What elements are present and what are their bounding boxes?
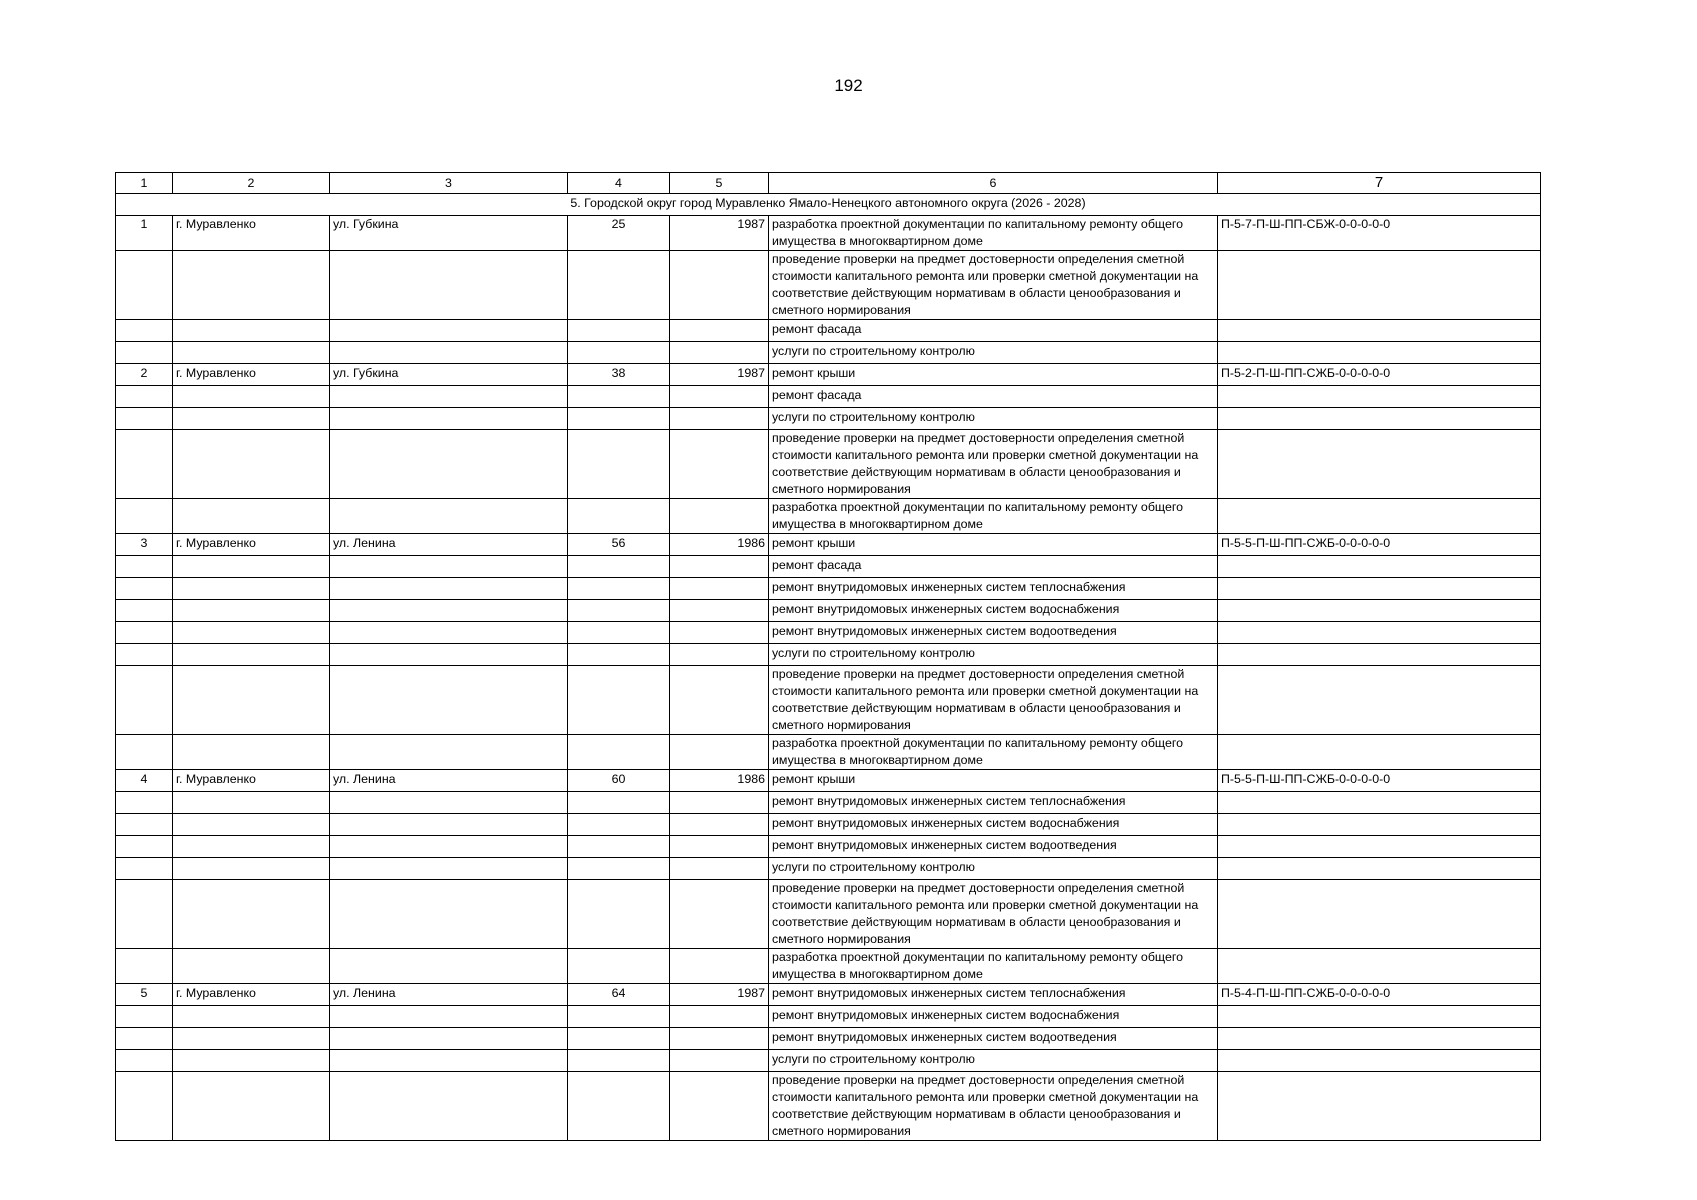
city-cell [173, 556, 330, 578]
house-number-cell [568, 320, 670, 342]
city-cell [173, 251, 330, 320]
city-cell [173, 1072, 330, 1141]
row-number [116, 792, 173, 814]
street-cell [330, 408, 568, 430]
row-number: 1 [116, 216, 173, 251]
project-code-cell [1218, 1050, 1541, 1072]
project-code-cell: П-5-5-П-Ш-ПП-СЖБ-0-0-0-0-0 [1218, 534, 1541, 556]
street-cell [330, 578, 568, 600]
street-cell: ул. Губкина [330, 364, 568, 386]
work-type-cell: услуги по строительному контролю [769, 1050, 1218, 1072]
project-code-cell: П-5-5-П-Ш-ПП-СЖБ-0-0-0-0-0 [1218, 770, 1541, 792]
row-number [116, 408, 173, 430]
column-header-4: 4 [568, 173, 670, 194]
work-type-cell: услуги по строительному контролю [769, 644, 1218, 666]
project-code-cell: П-5-4-П-Ш-ПП-СЖБ-0-0-0-0-0 [1218, 984, 1541, 1006]
table-row [116, 342, 1541, 364]
project-code-cell: П-5-2-П-Ш-ПП-СЖБ-0-0-0-0-0 [1218, 364, 1541, 386]
house-number-cell [568, 1072, 670, 1141]
row-number [116, 1006, 173, 1028]
house-number-cell: 64 [568, 984, 670, 1006]
street-cell [330, 556, 568, 578]
street-cell [330, 342, 568, 364]
work-type-cell: ремонт внутридомовых инженерных систем теплоснабжения [769, 984, 1218, 1006]
street-cell [330, 949, 568, 984]
project-code-cell [1218, 644, 1541, 666]
work-type-cell: ремонт внутридомовых инженерных систем водоотведения [769, 1028, 1218, 1050]
year-cell [670, 430, 769, 499]
table-row [116, 1050, 1541, 1072]
year-cell: 1987 [670, 984, 769, 1006]
year-cell [670, 1006, 769, 1028]
year-cell: 1986 [670, 534, 769, 556]
row-number [116, 578, 173, 600]
year-cell: 1987 [670, 364, 769, 386]
row-number [116, 858, 173, 880]
work-type-cell: проведение проверки на предмет достоверности определения сметной стоимости капитального ремонта или проверки сметной документации на соответствие действующим нормативам в области ценообразования и сметного нормирования [769, 1072, 1218, 1141]
city-cell [173, 814, 330, 836]
year-cell [670, 600, 769, 622]
project-code-cell [1218, 430, 1541, 499]
street-cell [330, 320, 568, 342]
row-number [116, 949, 173, 984]
year-cell [670, 858, 769, 880]
year-cell [670, 251, 769, 320]
project-code-cell [1218, 1006, 1541, 1028]
work-type-cell: ремонт фасада [769, 556, 1218, 578]
row-number [116, 1072, 173, 1141]
house-number-cell [568, 858, 670, 880]
work-type-cell: разработка проектной документации по капитальному ремонту общего имущества в многоквартирном доме [769, 949, 1218, 984]
street-cell [330, 251, 568, 320]
work-type-cell: услуги по строительному контролю [769, 342, 1218, 364]
work-type-cell: ремонт внутридомовых инженерных систем водоотведения [769, 622, 1218, 644]
project-code-cell [1218, 880, 1541, 949]
row-number [116, 1050, 173, 1072]
street-cell [330, 836, 568, 858]
city-cell [173, 578, 330, 600]
city-cell [173, 949, 330, 984]
year-cell [670, 1028, 769, 1050]
work-type-cell: проведение проверки на предмет достоверности определения сметной стоимости капитального ремонта или проверки сметной документации на соответствие действующим нормативам в области ценообразования и сметного нормирования [769, 880, 1218, 949]
city-cell [173, 499, 330, 534]
year-cell [670, 666, 769, 735]
project-code-cell [1218, 1028, 1541, 1050]
city-cell [173, 622, 330, 644]
street-cell: ул. Ленина [330, 984, 568, 1006]
row-number [116, 814, 173, 836]
row-number [116, 1028, 173, 1050]
street-cell [330, 386, 568, 408]
work-type-cell: ремонт крыши [769, 770, 1218, 792]
house-number-cell [568, 792, 670, 814]
table-row [116, 735, 1541, 770]
house-number-cell [568, 735, 670, 770]
street-cell: ул. Губкина [330, 216, 568, 251]
house-number-cell [568, 949, 670, 984]
year-cell [670, 836, 769, 858]
row-number [116, 386, 173, 408]
table-row [116, 644, 1541, 666]
street-cell [330, 499, 568, 534]
project-code-cell [1218, 735, 1541, 770]
row-number [116, 735, 173, 770]
street-cell [330, 1006, 568, 1028]
street-cell [330, 622, 568, 644]
street-cell [330, 880, 568, 949]
row-number [116, 666, 173, 735]
city-cell [173, 320, 330, 342]
city-cell [173, 408, 330, 430]
city-cell [173, 600, 330, 622]
work-type-cell: ремонт внутридомовых инженерных систем теплоснабжения [769, 578, 1218, 600]
house-number-cell [568, 430, 670, 499]
house-number-cell: 38 [568, 364, 670, 386]
house-number-cell [568, 578, 670, 600]
year-cell [670, 556, 769, 578]
table-row [116, 1028, 1541, 1050]
house-number-cell [568, 386, 670, 408]
table-row [116, 556, 1541, 578]
row-number [116, 251, 173, 320]
work-type-cell: ремонт крыши [769, 364, 1218, 386]
row-number [116, 430, 173, 499]
work-type-cell: проведение проверки на предмет достоверности определения сметной стоимости капитального ремонта или проверки сметной документации на соответствие действующим нормативам в области ценообразования и сметного нормирования [769, 430, 1218, 499]
work-type-cell: разработка проектной документации по капитальному ремонту общего имущества в многоквартирном доме [769, 216, 1218, 251]
project-code-cell [1218, 408, 1541, 430]
table-row [116, 534, 1541, 556]
table-row [116, 666, 1541, 735]
city-cell [173, 342, 330, 364]
row-number [116, 644, 173, 666]
house-number-cell [568, 408, 670, 430]
work-type-cell: ремонт фасада [769, 320, 1218, 342]
city-cell [173, 666, 330, 735]
row-number [116, 880, 173, 949]
work-type-cell: ремонт внутридомовых инженерных систем водоотведения [769, 836, 1218, 858]
table-row [116, 880, 1541, 949]
table-row [116, 984, 1541, 1006]
section-title: 5. Городской округ город Муравленко Ямало-Ненецкого автономного округа (2026 - 2028) [116, 194, 1541, 216]
work-type-cell: ремонт внутридомовых инженерных систем теплоснабжения [769, 792, 1218, 814]
row-number [116, 499, 173, 534]
project-code-cell [1218, 814, 1541, 836]
street-cell [330, 644, 568, 666]
table-row [116, 386, 1541, 408]
year-cell [670, 499, 769, 534]
year-cell [670, 949, 769, 984]
house-number-cell: 60 [568, 770, 670, 792]
project-code-cell: П-5-7-П-Ш-ПП-СБЖ-0-0-0-0-0 [1218, 216, 1541, 251]
city-cell: г. Муравленко [173, 364, 330, 386]
row-number: 3 [116, 534, 173, 556]
street-cell [330, 792, 568, 814]
work-type-cell: ремонт крыши [769, 534, 1218, 556]
column-header-1: 1 [116, 173, 173, 194]
table-row [116, 600, 1541, 622]
project-code-cell [1218, 386, 1541, 408]
street-cell [330, 858, 568, 880]
city-cell: г. Муравленко [173, 216, 330, 251]
city-cell: г. Муравленко [173, 770, 330, 792]
house-number-cell [568, 644, 670, 666]
house-number-cell [568, 600, 670, 622]
house-number-cell [568, 880, 670, 949]
table-row [116, 949, 1541, 984]
city-cell [173, 386, 330, 408]
house-number-cell [568, 836, 670, 858]
work-type-cell: ремонт внутридомовых инженерных систем водоснабжения [769, 814, 1218, 836]
year-cell [670, 880, 769, 949]
table-row [116, 792, 1541, 814]
repair-plan-table [115, 172, 1541, 1141]
project-code-cell [1218, 320, 1541, 342]
year-cell [670, 386, 769, 408]
table-row [116, 408, 1541, 430]
page-number: 192 [834, 76, 863, 95]
street-cell [330, 1072, 568, 1141]
project-code-cell [1218, 342, 1541, 364]
work-type-cell: услуги по строительному контролю [769, 858, 1218, 880]
house-number-cell [568, 1028, 670, 1050]
work-type-cell: услуги по строительному контролю [769, 408, 1218, 430]
city-cell: г. Муравленко [173, 534, 330, 556]
house-number-cell [568, 1006, 670, 1028]
year-cell: 1987 [670, 216, 769, 251]
project-code-cell [1218, 949, 1541, 984]
year-cell [670, 814, 769, 836]
house-number-cell [568, 556, 670, 578]
project-code-cell [1218, 836, 1541, 858]
street-cell: ул. Ленина [330, 534, 568, 556]
street-cell: ул. Ленина [330, 770, 568, 792]
house-number-cell [568, 666, 670, 735]
year-cell [670, 644, 769, 666]
work-type-cell: ремонт внутридомовых инженерных систем водоснабжения [769, 1006, 1218, 1028]
table-row [116, 216, 1541, 251]
table-row [116, 364, 1541, 386]
year-cell [670, 622, 769, 644]
column-header-6: 6 [769, 173, 1218, 194]
project-code-cell [1218, 499, 1541, 534]
table-row [116, 1072, 1541, 1141]
street-cell [330, 814, 568, 836]
city-cell [173, 792, 330, 814]
table-row [116, 499, 1541, 534]
city-cell [173, 735, 330, 770]
table-row [116, 858, 1541, 880]
table-row [116, 622, 1541, 644]
table-row [116, 836, 1541, 858]
work-type-cell: разработка проектной документации по капитальному ремонту общего имущества в многоквартирном доме [769, 735, 1218, 770]
row-number [116, 342, 173, 364]
year-cell [670, 1072, 769, 1141]
city-cell: г. Муравленко [173, 984, 330, 1006]
city-cell [173, 644, 330, 666]
house-number-cell [568, 342, 670, 364]
street-cell [330, 600, 568, 622]
project-code-cell [1218, 622, 1541, 644]
city-cell [173, 858, 330, 880]
row-number [116, 622, 173, 644]
project-code-cell [1218, 556, 1541, 578]
house-number-cell: 56 [568, 534, 670, 556]
work-type-cell: ремонт внутридомовых инженерных систем водоснабжения [769, 600, 1218, 622]
row-number [116, 556, 173, 578]
street-cell [330, 666, 568, 735]
column-number-row [116, 173, 1541, 194]
column-header-2: 2 [173, 173, 330, 194]
column-header-5: 5 [670, 173, 769, 194]
street-cell [330, 735, 568, 770]
table-row [116, 578, 1541, 600]
column-header-7: 7 [1218, 173, 1541, 194]
house-number-cell [568, 814, 670, 836]
section-row [116, 194, 1541, 216]
street-cell [330, 1050, 568, 1072]
year-cell [670, 578, 769, 600]
project-code-cell [1218, 578, 1541, 600]
year-cell [670, 408, 769, 430]
project-code-cell [1218, 858, 1541, 880]
project-code-cell [1218, 600, 1541, 622]
city-cell [173, 1006, 330, 1028]
row-number: 2 [116, 364, 173, 386]
project-code-cell [1218, 251, 1541, 320]
year-cell [670, 342, 769, 364]
table-row [116, 770, 1541, 792]
row-number [116, 836, 173, 858]
table-row [116, 430, 1541, 499]
project-code-cell [1218, 1072, 1541, 1141]
work-type-cell: разработка проектной документации по капитальному ремонту общего имущества в многоквартирном доме [769, 499, 1218, 534]
year-cell [670, 320, 769, 342]
row-number: 5 [116, 984, 173, 1006]
project-code-cell [1218, 666, 1541, 735]
year-cell [670, 1050, 769, 1072]
work-type-cell: проведение проверки на предмет достоверности определения сметной стоимости капитального ремонта или проверки сметной документации на соответствие действующим нормативам в области ценообразования и сметного нормирования [769, 666, 1218, 735]
row-number [116, 600, 173, 622]
table-row [116, 1006, 1541, 1028]
street-cell [330, 430, 568, 499]
house-number-cell: 25 [568, 216, 670, 251]
city-cell [173, 1050, 330, 1072]
year-cell [670, 735, 769, 770]
year-cell: 1986 [670, 770, 769, 792]
street-cell [330, 1028, 568, 1050]
work-type-cell: ремонт фасада [769, 386, 1218, 408]
row-number [116, 320, 173, 342]
house-number-cell [568, 1050, 670, 1072]
city-cell [173, 1028, 330, 1050]
project-code-cell [1218, 792, 1541, 814]
city-cell [173, 836, 330, 858]
city-cell [173, 430, 330, 499]
house-number-cell [568, 622, 670, 644]
row-number: 4 [116, 770, 173, 792]
city-cell [173, 880, 330, 949]
house-number-cell [568, 499, 670, 534]
work-type-cell: проведение проверки на предмет достоверности определения сметной стоимости капитального ремонта или проверки сметной документации на соответствие действующим нормативам в области ценообразования и сметного нормирования [769, 251, 1218, 320]
year-cell [670, 792, 769, 814]
table-row [116, 320, 1541, 342]
table-row [116, 814, 1541, 836]
house-number-cell [568, 251, 670, 320]
column-header-3: 3 [330, 173, 568, 194]
table-row [116, 251, 1541, 320]
